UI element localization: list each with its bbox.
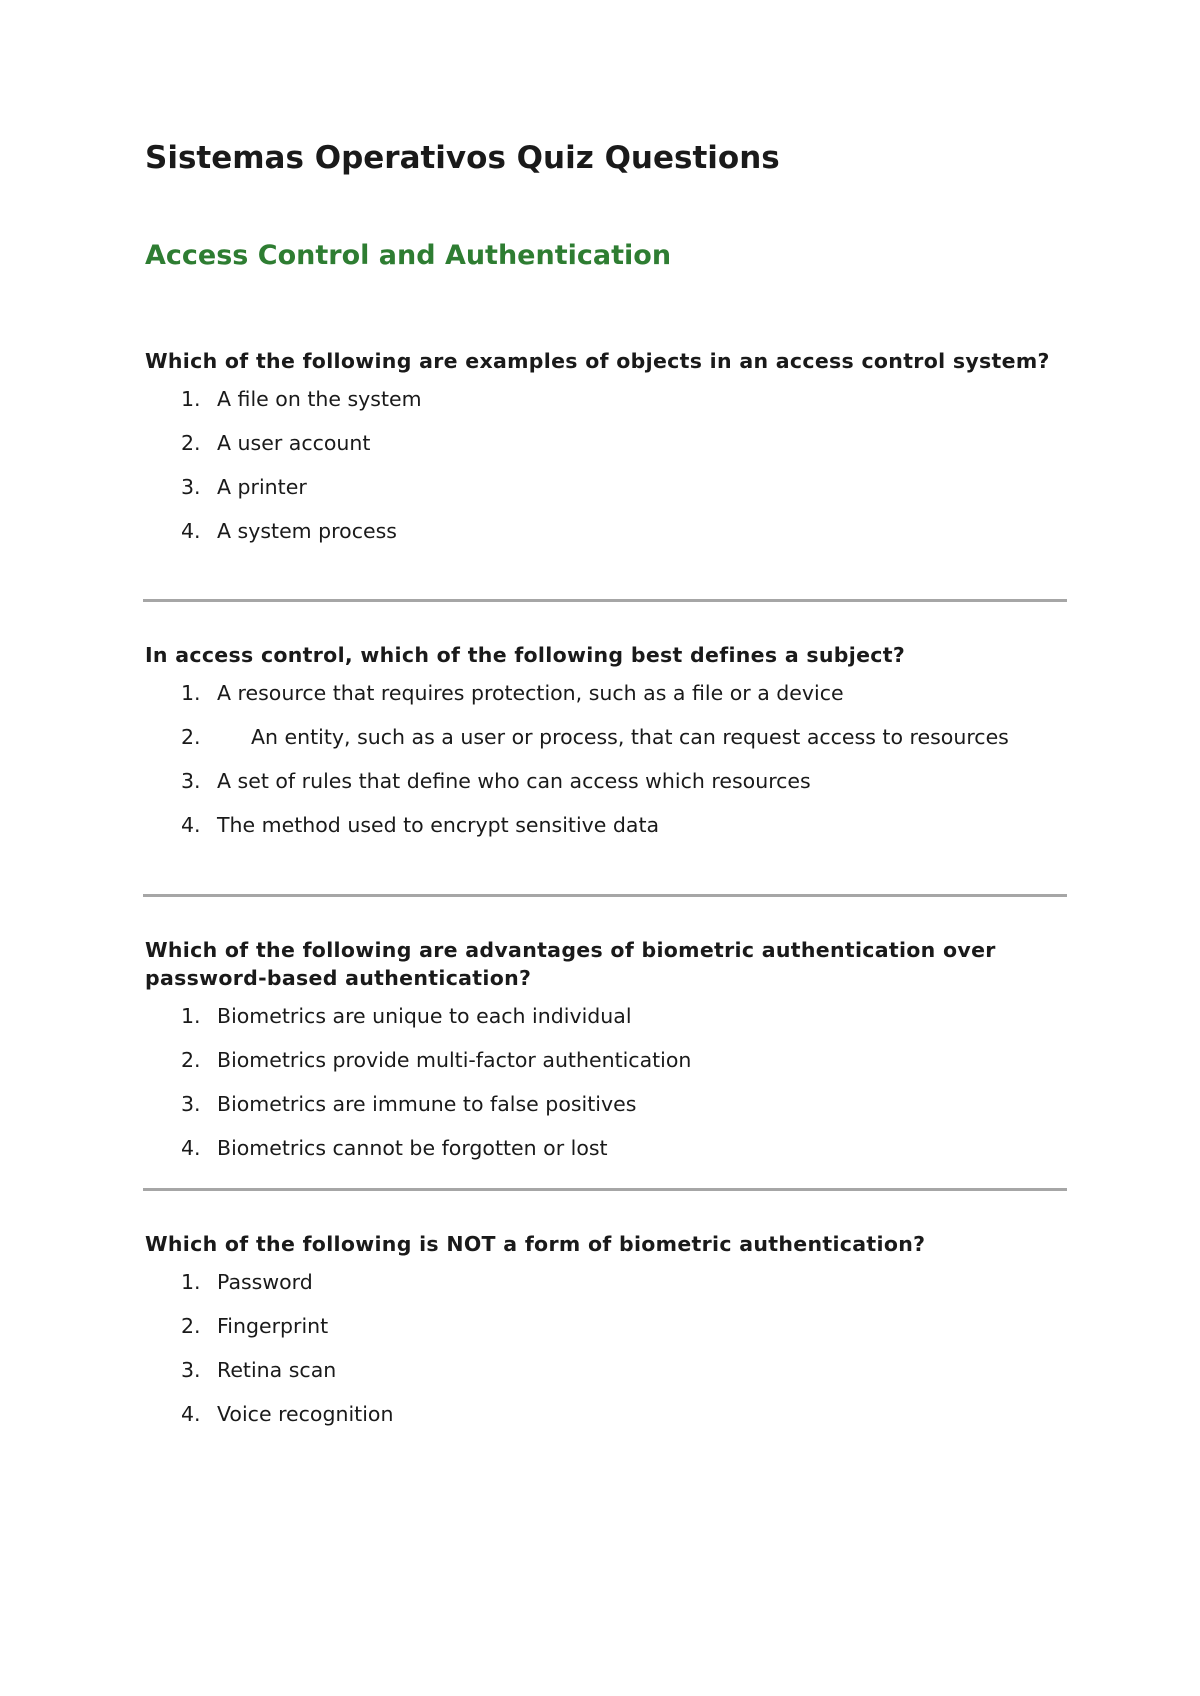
- option-number: 2.: [181, 1048, 201, 1072]
- answer-option: [145, 1356, 1065, 1384]
- option-number: 2.: [181, 1314, 201, 1338]
- option-number: 1.: [181, 1270, 201, 1294]
- question-4: [145, 1230, 1065, 1444]
- option-number: 3.: [181, 1358, 201, 1382]
- answer-option: [145, 385, 1065, 413]
- option-number: 4.: [181, 1402, 201, 1426]
- answer-option: [145, 1400, 1065, 1428]
- answer-option: [145, 473, 1065, 501]
- answer-option: [145, 1268, 1065, 1296]
- answer-option: [145, 1002, 1065, 1030]
- answer-list: [145, 679, 1065, 839]
- question-text: In access control, which of the following best defines a subject?: [145, 643, 906, 667]
- option-text: A user account: [217, 431, 371, 455]
- divider: [143, 1188, 1067, 1191]
- option-number: 3.: [181, 769, 201, 793]
- option-number: 1.: [181, 681, 201, 705]
- option-text: A set of rules that define who can access which resources: [217, 769, 811, 793]
- option-text: A resource that requires protection, such as a file or a device: [217, 681, 844, 705]
- answer-list: [145, 385, 1065, 545]
- option-number: 2.: [181, 725, 201, 749]
- answer-list: [145, 1268, 1065, 1428]
- divider: [143, 894, 1067, 897]
- option-text: The method used to encrypt sensitive data: [217, 813, 660, 837]
- question-3: [145, 936, 1065, 1178]
- page-title: Sistemas Operativos Quiz Questions: [145, 140, 780, 176]
- option-number: 1.: [181, 1004, 201, 1028]
- option-text: Retina scan: [217, 1358, 337, 1382]
- option-number: 4.: [181, 813, 201, 837]
- answer-option: [145, 1134, 1065, 1162]
- question-text: Which of the following are advantages of biometric authentication over password-based authentication?: [145, 938, 996, 990]
- option-text: Biometrics cannot be forgotten or lost: [217, 1136, 608, 1160]
- answer-option: [145, 767, 1065, 795]
- option-number: 4.: [181, 1136, 201, 1160]
- question-2: [145, 641, 1065, 855]
- option-text: Biometrics provide multi-factor authentication: [217, 1048, 692, 1072]
- option-number: 4.: [181, 519, 201, 543]
- option-text: An entity, such as a user or process, that can request access to resources: [251, 725, 1009, 749]
- answer-option: [145, 429, 1065, 457]
- answer-option: [145, 1090, 1065, 1118]
- question-1: [145, 347, 1065, 561]
- option-text: Fingerprint: [217, 1314, 329, 1338]
- divider: [143, 599, 1067, 602]
- answer-option: [145, 1312, 1065, 1340]
- option-text: A file on the system: [217, 387, 422, 411]
- answer-option: [145, 517, 1065, 545]
- option-text: A printer: [217, 475, 307, 499]
- option-text: A system process: [217, 519, 397, 543]
- option-text: Biometrics are unique to each individual: [217, 1004, 632, 1028]
- option-text: Biometrics are immune to false positives: [217, 1092, 637, 1116]
- question-text: Which of the following are examples of objects in an access control system?: [145, 349, 1050, 373]
- option-text: Password: [217, 1270, 313, 1294]
- question-text: Which of the following is NOT a form of biometric authentication?: [145, 1232, 926, 1256]
- answer-option: [145, 811, 1065, 839]
- answer-list: [145, 1002, 1065, 1162]
- option-number: 3.: [181, 1092, 201, 1116]
- section-title: Access Control and Authentication: [145, 240, 672, 271]
- answer-option: [145, 1046, 1065, 1074]
- answer-option: [145, 723, 1065, 751]
- option-number: 1.: [181, 387, 201, 411]
- option-text: Voice recognition: [217, 1402, 394, 1426]
- option-number: 2.: [181, 431, 201, 455]
- answer-option: [145, 679, 1065, 707]
- option-number: 3.: [181, 475, 201, 499]
